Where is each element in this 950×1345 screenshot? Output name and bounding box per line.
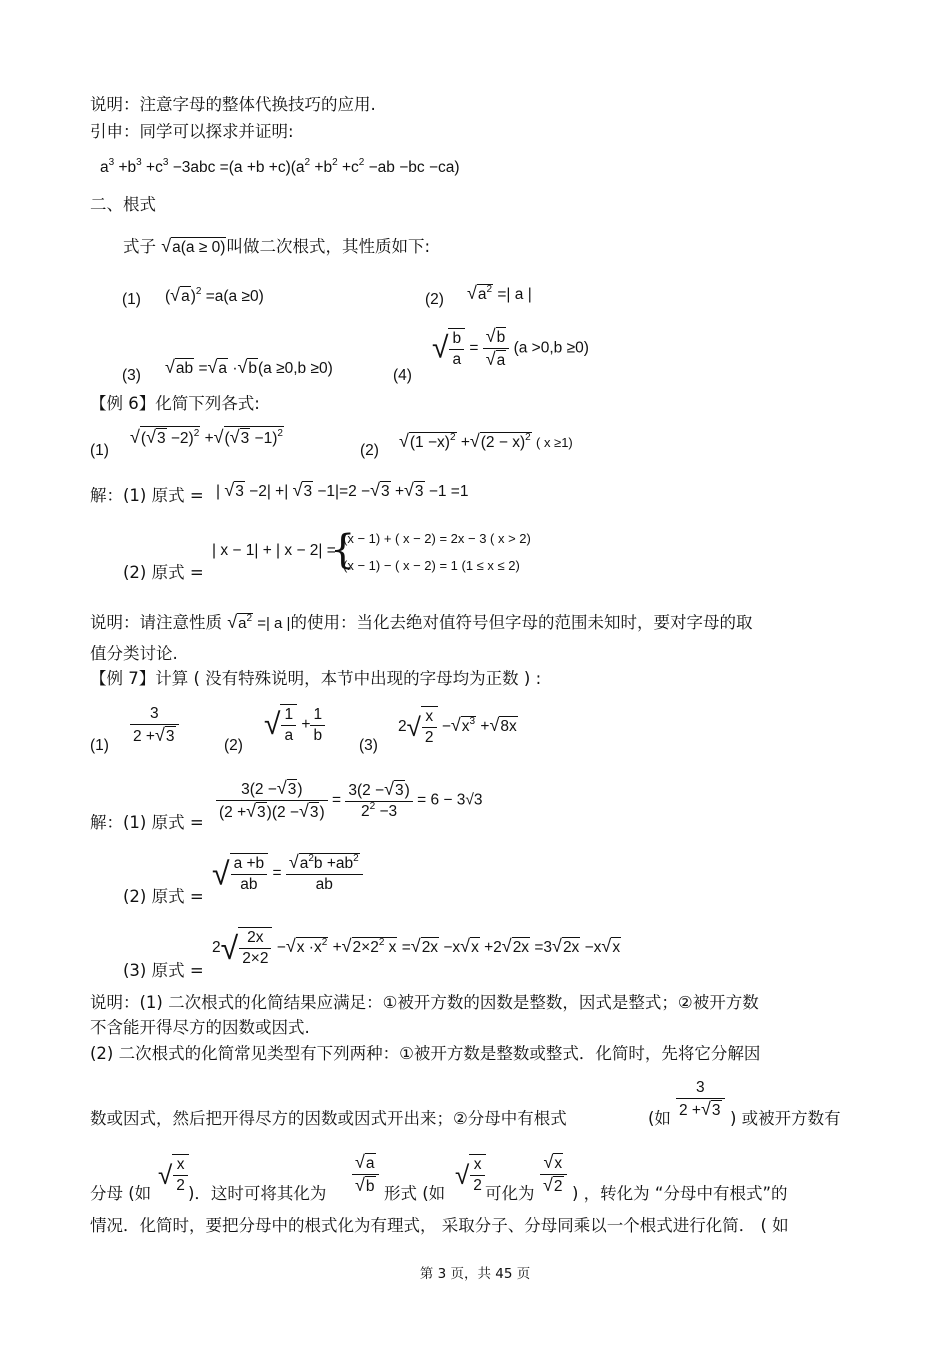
example-root-x-over-2: √ $\frac{x}{2}$ bbox=[158, 1154, 189, 1196]
example-7-q2: √ $\frac{1}{a}$ + $\frac{1}{b}$ bbox=[264, 704, 325, 746]
example-7-q2-number: (2) bbox=[224, 737, 243, 754]
note-simplify-line2: 不含能开得尽方的因数或因式. bbox=[90, 1018, 310, 1037]
example-7-q1-number: (1) bbox=[90, 737, 109, 754]
example-6-q2: $√(1 -x)^2 +√(2 - x)^2$ ( x ≥1) bbox=[399, 431, 573, 451]
note-emphasis: 说明：注意字母的整体代换技巧的应用. bbox=[90, 95, 376, 114]
note-abs-line2: 值分类讨论. bbox=[90, 644, 178, 663]
example-7-solution-label: 解：(1) 原式 = bbox=[90, 813, 204, 832]
example-7-solution-2: √ $\frac{a +b}{ab}$ = $\frac{√a^2b +ab^2}{ab}$ bbox=[212, 852, 363, 895]
example-6-q2-number: (2) bbox=[360, 442, 379, 459]
example-root-x-over-2-b: √ $\frac{x}{2}$ bbox=[455, 1154, 486, 1196]
example-6-solution-1: | √3 −2| +| √3 −1|=2 −√3 +√3 −1 =1 bbox=[216, 480, 469, 500]
note-simplify-line5b: )．这时可将其化为 bbox=[188, 1184, 327, 1203]
solution-1-result: = 6 − 3√3 bbox=[417, 791, 483, 809]
example-6-solution-2-label: (2) 原式 = bbox=[123, 563, 204, 582]
intro-prefix: 式子 bbox=[123, 237, 156, 256]
note-simplify-line5a: 分母 (如 bbox=[90, 1184, 152, 1203]
example-root-a-over-root-b: $\frac{√a}{√b}$ bbox=[352, 1152, 379, 1197]
example-7-q1: $\frac{3}{2 +√3}$ bbox=[130, 704, 179, 747]
note-simplify-line3: (2) 二次根式的化简常见类型有下列两种：①被开方数是整数或整式．化简时，先将它分解因 bbox=[90, 1044, 761, 1063]
property-4-number: (4) bbox=[393, 367, 412, 384]
example-7-q3-number: (3) bbox=[359, 737, 378, 754]
example-7-q3: 2√ $\frac{x}{2}$ $-√x^3 +√8x$ bbox=[398, 708, 517, 746]
property-4: √ $\frac{b}{a}$ = $\frac{√b}{√a}$ (a >0,b ≥0) bbox=[432, 326, 589, 369]
example-6-solution-label: 解：(1) 原式 = bbox=[90, 486, 204, 505]
example-root-x-over-root-2: $\frac{√x}{√2}$ bbox=[540, 1152, 567, 1197]
note-simplify-line6: 情况．化简时，要把分母中的根式化为有理式， 采取分子、分母同乘以一个根式进行化简． ( 如 bbox=[90, 1216, 789, 1235]
property-3: √ab =√a ·√b(a ≥0,b ≥0) bbox=[165, 357, 333, 377]
example-6-q1: $√(√3 -2)^2 +√(√3 -1)^2$ bbox=[130, 427, 283, 447]
note-simplify-line5e: ) ，转化为 “分母中有根式”的 bbox=[572, 1184, 788, 1203]
property-2-number: (2) bbox=[425, 291, 444, 308]
property-1: $(√a)^2 =a(a \ge 0)$ bbox=[165, 285, 264, 305]
radical-definition: 式子 √a(a ≥ 0)叫做二次根式，其性质如下: bbox=[123, 236, 431, 256]
page-footer: 第 3 页，共 45 页 bbox=[419, 1266, 531, 1282]
example-6-title: 【例 6】化简下列各式: bbox=[90, 394, 260, 413]
property-1-number: (1) bbox=[122, 291, 141, 308]
section-heading: 二、根式 bbox=[90, 195, 156, 214]
example-7-title: 【例 7】计算 ( 没有特殊说明，本节中出现的字母均为正数 ) : bbox=[90, 669, 542, 688]
example-6-solution-2-abs: | x − 1| + | x − 2| = bbox=[212, 542, 336, 559]
note-abs-property: 说明：请注意性质 $√a^2$ =| a |的使用：当化去绝对值符号但字母的范围未知时，要对字母的取 bbox=[90, 612, 753, 632]
note-simplify-line5d: 可化为 bbox=[485, 1184, 535, 1203]
note-simplify-line1: 说明：(1) 二次根式的化简结果应满足：①被开方数的因数是整数，因式是整式；②被开方数 bbox=[90, 993, 759, 1012]
note-simplify-line4c: ) 或被开方数有 bbox=[730, 1109, 841, 1128]
example-frac-3-over-2-plus-root3: $\frac{3}{2 +√3}$ bbox=[676, 1078, 725, 1121]
note-simplify-line5c: 形式 (如 bbox=[384, 1184, 446, 1203]
example-7-solution-2-label: (2) 原式 = bbox=[123, 887, 204, 906]
identity-formula: $a^3 +b^3 +c^3 -3abc =(a +b +c)(a^2 +b^2 +c^2 -ab -bc -ca)$ bbox=[100, 157, 460, 176]
piecewise-brace: { bbox=[330, 527, 356, 573]
note-extension: 引申：同学可以探求并证明: bbox=[90, 122, 294, 141]
note-simplify-line4a: 数或因式，然后把开得尽方的因数或因式开出来；②分母中有根式 bbox=[90, 1109, 567, 1128]
intro-expr: a(a ≥ 0) bbox=[172, 239, 226, 256]
example-7-solution-1: $\frac{3(2 -√3)}{(2 +√3)(2 -√3)}$ = $\frac{3(2 -√3)}{2^2 -3}$ = 6 − 3√3 bbox=[216, 778, 482, 823]
case-x-between: (x − 1) − ( x − 2) = 1 (1 ≤ x ≤ 2) bbox=[343, 558, 520, 573]
case-x-greater-2: (x − 1) + ( x − 2) = 2x − 3 ( x > 2) bbox=[343, 531, 531, 546]
example-6-q1-number: (1) bbox=[90, 442, 109, 459]
intro-suffix: 叫做二次根式，其性质如下: bbox=[226, 237, 431, 256]
example-7-solution-3: 2√ $\frac{2x}{2\times 2}$ $-√x \cdot x^2 +√2\times 2^2$ x =√2x −x√x +2√2x =3√2x −x√x bbox=[212, 929, 621, 967]
example-7-solution-3-label: (3) 原式 = bbox=[123, 961, 204, 980]
property-2: $√a^2$ =| a | bbox=[467, 283, 532, 303]
note-simplify-line4b: (如 bbox=[648, 1109, 671, 1128]
property-3-number: (3) bbox=[122, 367, 141, 384]
